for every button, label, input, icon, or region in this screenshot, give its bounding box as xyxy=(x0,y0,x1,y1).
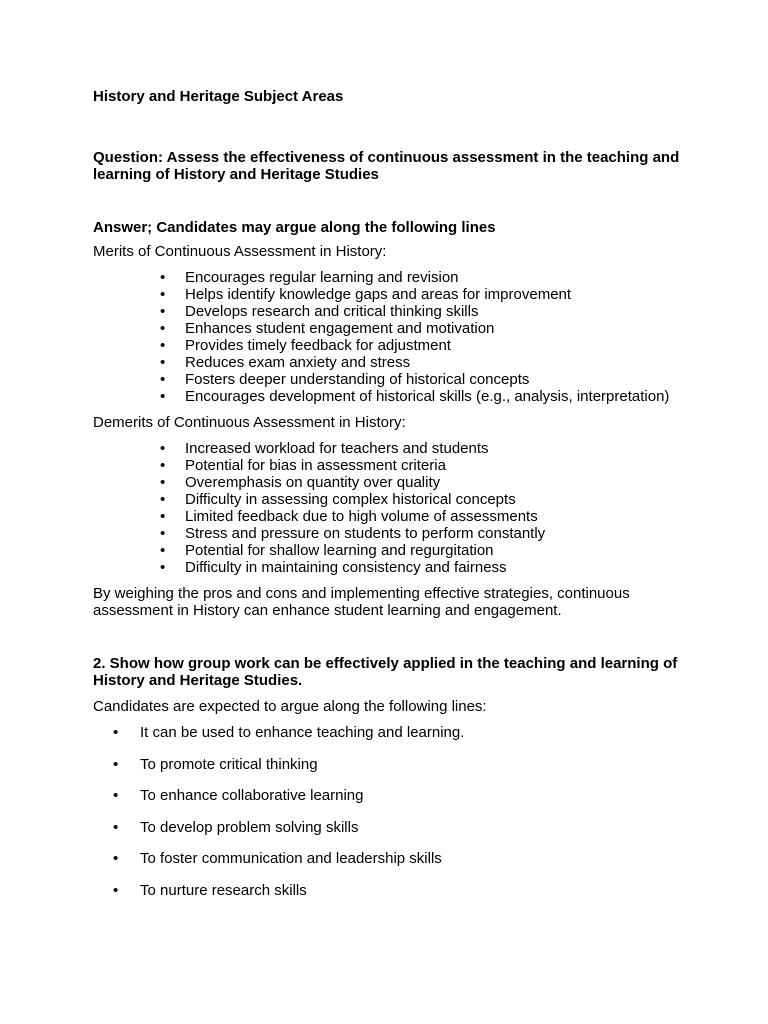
list-item: • Encourages regular learning and revision xyxy=(160,269,459,286)
demerits-list xyxy=(93,440,693,576)
bullet-icon: • xyxy=(160,525,166,542)
bullet-icon: • xyxy=(160,474,166,491)
bullet-icon: • xyxy=(113,787,119,804)
bullet-icon: • xyxy=(160,269,166,286)
merits-label: Merits of Continuous Assessment in History: xyxy=(93,243,387,260)
list-item: • To enhance collaborative learning xyxy=(113,787,364,804)
bullet-icon: • xyxy=(160,337,166,354)
group-work-list xyxy=(93,724,693,899)
bullet-icon: • xyxy=(160,508,166,525)
bullet-icon: • xyxy=(160,457,166,474)
bullet-icon: • xyxy=(113,724,119,741)
bullet-icon: • xyxy=(113,850,119,867)
list-item: • Enhances student engagement and motivation xyxy=(160,320,495,337)
bullet-icon: • xyxy=(113,755,119,773)
merits-list xyxy=(93,269,693,405)
list-item: • Helps identify knowledge gaps and areas for improvement xyxy=(160,286,572,303)
bullet-icon: • xyxy=(160,286,166,303)
bullet-icon: • xyxy=(160,542,166,559)
question-2-intro: Candidates are expected to argue along the following lines: xyxy=(93,698,487,715)
document-title: History and Heritage Subject Areas xyxy=(93,88,344,105)
question-2: 2. Show how group work can be effectively applied in the teaching and learning of History and Heritage Studies. xyxy=(93,655,678,689)
list-item: • Develops research and critical thinking skills xyxy=(160,303,479,320)
list-item: • Potential for bias in assessment criteria xyxy=(160,457,446,474)
list-item: • Difficulty in assessing complex historical concepts xyxy=(160,491,516,508)
bullet-icon: • xyxy=(160,559,166,576)
list-item: • Limited feedback due to high volume of assessments xyxy=(160,508,538,525)
bullet-icon: • xyxy=(113,881,119,899)
list-item: • Increased workload for teachers and students xyxy=(160,440,489,457)
list-item: • Stress and pressure on students to perform constantly xyxy=(160,525,546,542)
bullet-icon: • xyxy=(160,440,166,457)
bullet-icon: • xyxy=(160,354,166,371)
bullet-icon: • xyxy=(160,491,166,508)
list-item: • Encourages development of historical skills (e.g., analysis, interpretation) xyxy=(160,388,670,405)
list-item: • Fosters deeper understanding of historical concepts xyxy=(160,371,530,388)
list-item: • To foster communication and leadership skills xyxy=(113,850,442,867)
answer-heading: Answer; Candidates may argue along the following lines xyxy=(93,219,496,236)
list-item: • It can be used to enhance teaching and learning. xyxy=(113,724,465,741)
conclusion-paragraph: By weighing the pros and cons and implementing effective strategies, continuous assessment in History can enhance student learning and engagement. xyxy=(93,585,630,619)
bullet-icon: • xyxy=(160,388,166,405)
document-page xyxy=(93,88,693,913)
bullet-icon: • xyxy=(160,303,166,320)
list-item: • Provides timely feedback for adjustment xyxy=(160,337,451,354)
bullet-icon: • xyxy=(160,371,166,388)
demerits-label: Demerits of Continuous Assessment in History: xyxy=(93,414,406,431)
list-item: • To develop problem solving skills xyxy=(113,818,359,836)
list-item: • Overemphasis on quantity over quality xyxy=(160,474,441,491)
bullet-icon: • xyxy=(113,818,119,836)
list-item: • To nurture research skills xyxy=(113,881,307,899)
list-item: • Potential for shallow learning and regurgitation xyxy=(160,542,494,559)
question-1: Question: Assess the effectiveness of continuous assessment in the teaching and learning of History and Heritage Studies xyxy=(93,149,680,183)
list-item: • Difficulty in maintaining consistency and fairness xyxy=(160,559,507,576)
list-item: • To promote critical thinking xyxy=(113,755,318,773)
list-item: • Reduces exam anxiety and stress xyxy=(160,354,411,371)
bullet-icon: • xyxy=(160,320,166,337)
